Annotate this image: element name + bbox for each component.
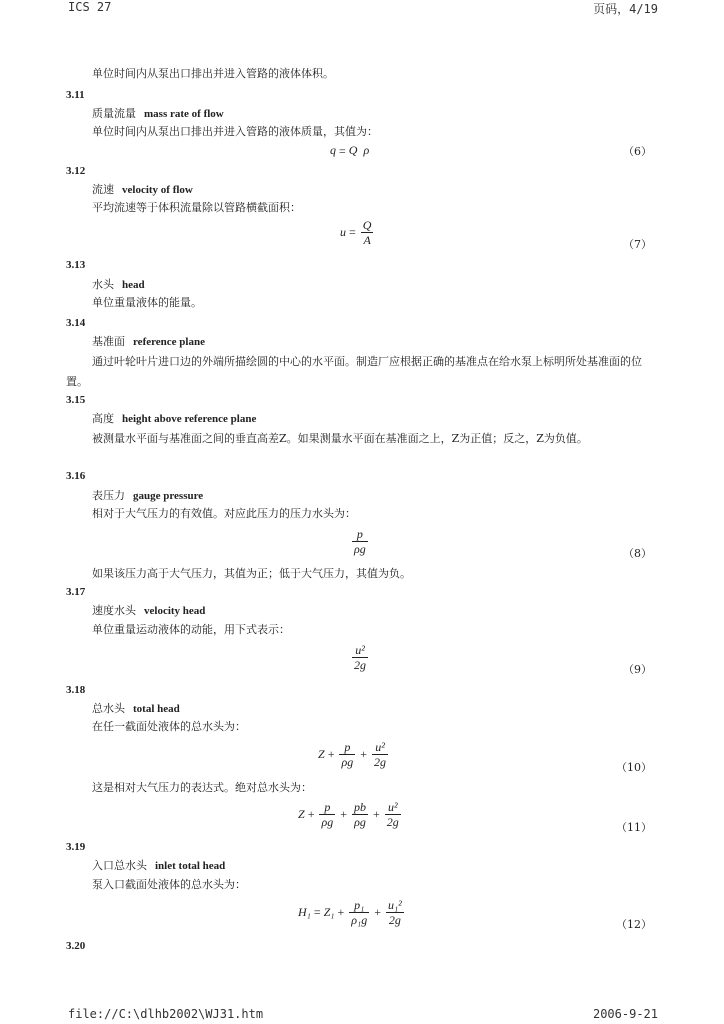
file-path: file://C:\dlhb2002\WJ31.htm xyxy=(68,1007,264,1021)
section-number: 3.20 xyxy=(66,940,86,952)
section-number: 3.15 xyxy=(66,394,86,406)
paragraph: 如果该压力高于大气压力，其值为正；低于大气压力，其值为负。 xyxy=(92,567,411,580)
term-cn: 速度水头 xyxy=(92,604,136,617)
formula-8: $\frac{p}{\rho g}$ xyxy=(354,527,366,556)
section-number: 3.19 xyxy=(66,841,86,853)
term-en: inlet total head xyxy=(155,860,226,872)
equation-number: （6） xyxy=(623,145,652,158)
term-en: velocity head xyxy=(144,605,206,617)
paragraph: 通过叶轮叶片进口边的外端所描绘圆的中心的水平面。制造厂应根据正确的基准点在给水泵上标明所处基准面的位置。 xyxy=(66,355,642,388)
formula-7: u = $\frac{Q}{A}$ xyxy=(340,218,372,247)
paragraph: 单位时间内从泵出口排出并进入管路的液体体积。 xyxy=(92,67,334,80)
formula-10: Z + $\frac{p}{\rho g}$ + $\frac{\text{u²}}{2g}$ xyxy=(318,740,387,769)
header-left: ICS 27 xyxy=(68,0,112,14)
term-cn: 质量流量 xyxy=(92,107,136,120)
term-heading xyxy=(92,411,256,427)
term-heading xyxy=(92,701,180,717)
paragraph: 被测量水平面与基准面之间的垂直高差Z。如果测量水平面在基准面之上，Z为正值；反之，Z为负值。 xyxy=(92,432,588,445)
term-cn: 基准面 xyxy=(92,335,125,348)
term-heading xyxy=(92,488,203,504)
term-cn: 高度 xyxy=(92,412,114,425)
section-number: 3.16 xyxy=(66,470,86,482)
term-cn: 入口总水头 xyxy=(92,859,147,872)
paragraph: 在任一截面处液体的总水头为： xyxy=(92,720,246,733)
equation-number: （12） xyxy=(616,918,652,931)
formula-9: $\frac{\text{u²}}{2g}$ xyxy=(354,643,366,672)
formula-12: H₁ = Z₁ + $\frac{\text{p₁}}{\text{ρ₁g}}$ + $\frac{\text{u₁²}}{2g}$ xyxy=(298,898,402,927)
term-heading xyxy=(92,334,205,350)
term-en: velocity of flow xyxy=(122,184,193,196)
equation-number: （8） xyxy=(623,547,652,560)
section-number: 3.14 xyxy=(66,317,86,329)
equation-number: （11） xyxy=(616,821,652,834)
paragraph: 这是相对大气压力的表达式。绝对总水头为： xyxy=(92,781,312,794)
equation-number: （7） xyxy=(623,238,652,251)
term-heading xyxy=(92,182,193,198)
equation-number: （10） xyxy=(616,761,652,774)
section-number: 3.17 xyxy=(66,586,86,598)
term-en: gauge pressure xyxy=(133,490,204,502)
term-heading xyxy=(92,106,224,122)
term-heading xyxy=(92,858,225,874)
term-heading xyxy=(92,277,145,293)
term-cn: 总水头 xyxy=(92,702,125,715)
term-en: head xyxy=(122,279,145,291)
footer-date: 2006-9-21 xyxy=(592,1007,658,1021)
section-number: 3.13 xyxy=(66,259,86,271)
term-en: height above reference plane xyxy=(122,413,257,425)
equation-number: （9） xyxy=(623,663,652,676)
paragraph: 单位重量液体的能量。 xyxy=(92,296,202,309)
term-heading xyxy=(92,603,205,619)
formula-11: Z + $\frac{p}{\rho g}$ + $\frac{pb}{\rho g}$ + $\frac{\text{u²}}{2g}$ xyxy=(298,800,399,829)
formula-6: q = Q ρ xyxy=(330,143,370,158)
section-number: 3.12 xyxy=(66,165,86,177)
page-number: 页码，4/19 xyxy=(593,2,658,16)
paragraph: 单位重量运动液体的动能，用下式表示： xyxy=(92,623,290,636)
section-number: 3.18 xyxy=(66,684,86,696)
section-number: 3.11 xyxy=(66,89,85,101)
paragraph: 单位时间内从泵出口排出并进入管路的液体质量，其值为： xyxy=(92,125,378,138)
paragraph: 平均流速等于体积流量除以管路横截面积： xyxy=(92,201,301,214)
paragraph: 泵入口截面处液体的总水头为： xyxy=(92,878,246,891)
term-en: total head xyxy=(133,703,180,715)
term-cn: 流速 xyxy=(92,183,114,196)
term-en: mass rate of flow xyxy=(144,108,224,120)
term-en: reference plane xyxy=(133,336,205,348)
paragraph: 相对于大气压力的有效值。对应此压力的压力水头为： xyxy=(92,507,356,520)
term-cn: 水头 xyxy=(92,278,114,291)
term-cn: 表压力 xyxy=(92,489,125,502)
